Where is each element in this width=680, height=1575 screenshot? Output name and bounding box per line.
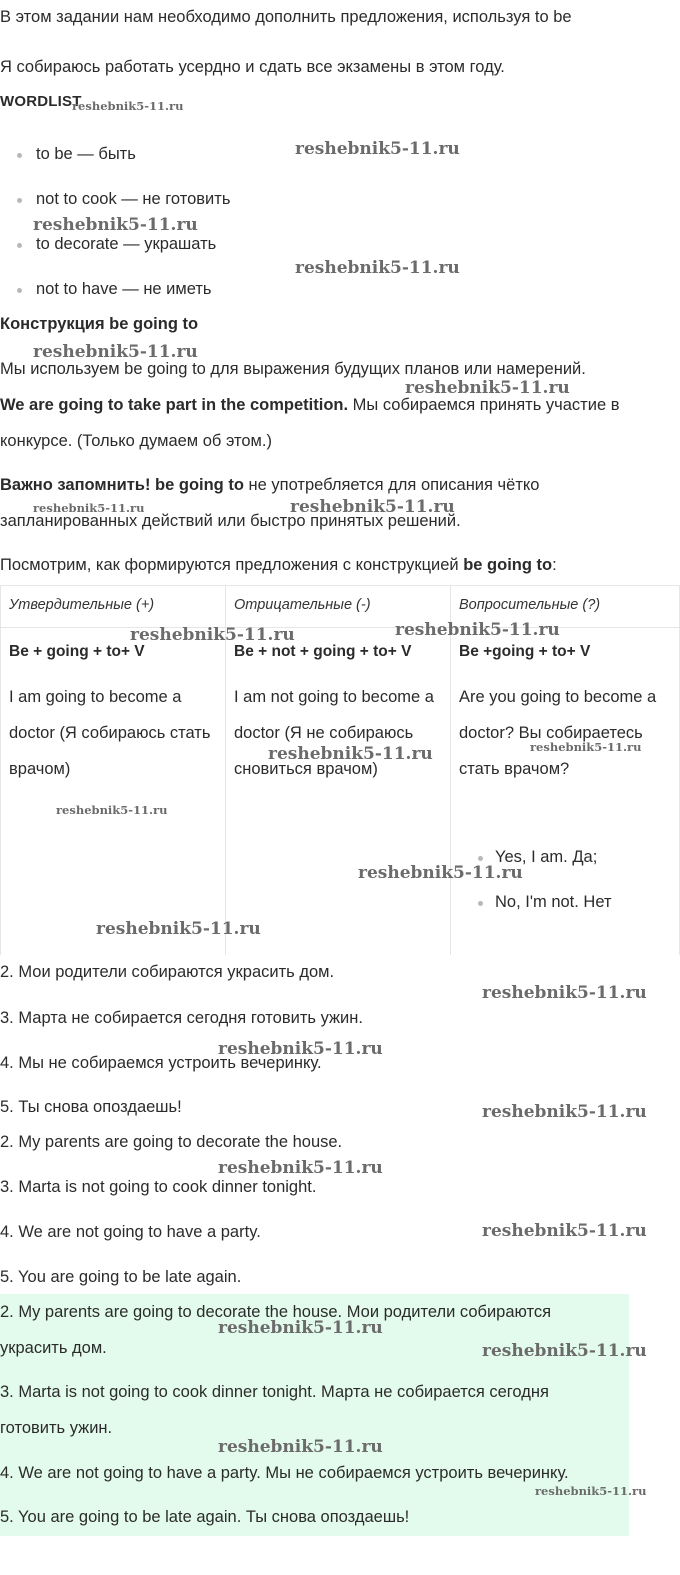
bullet [17, 243, 22, 248]
watermark: reshebnik5-11.ru [295, 139, 460, 159]
watermark: reshebnik5-11.ru [482, 1341, 647, 1361]
russian-sentence: 4. Мы не собираемся устроить вечеринку. [0, 1054, 322, 1072]
wordlist-item: not to have — не иметь [36, 280, 212, 298]
wordlist-item: to decorate — украшать [36, 235, 217, 253]
construction-desc: Мы используем be going to для выражения будущих планов или намерений. [0, 360, 586, 378]
watermark: reshebnik5-11.ru [290, 497, 455, 517]
table-border [450, 585, 451, 955]
table-answer: Yes, I am. Да; [495, 848, 598, 866]
watermark: reshebnik5-11.ru [33, 215, 198, 235]
wordlist-item: not to cook — не готовить [36, 190, 231, 208]
formation-bold: be going to [463, 556, 553, 574]
watermark: reshebnik5-11.ru [96, 919, 261, 939]
table-header: Утвердительные (+) [9, 597, 155, 613]
table-formula: Be +going + to+ V [459, 643, 591, 660]
bullet [17, 288, 22, 293]
answer-line: 3. Marta is not going to cook dinner tonight. Марта не собирается сегодня [0, 1383, 549, 1401]
watermark: reshebnik5-11.ru [33, 342, 198, 362]
watermark: reshebnik5-11.ru [295, 258, 460, 278]
english-sentence: 4. We are not going to have a party. [0, 1223, 261, 1241]
formation-intro [0, 556, 557, 575]
russian-sentence: 3. Марта не собирается сегодня готовить ужин. [0, 1009, 363, 1027]
watermark: reshebnik5-11.ru [482, 1221, 647, 1241]
intro-text: В этом задании нам необходимо дополнить предложения, используя to be [0, 8, 572, 26]
watermark: reshebnik5-11.ru [530, 740, 642, 754]
bullet [17, 198, 22, 203]
table-header: Вопросительные (?) [459, 597, 601, 613]
russian-sentence: 2. Мои родители собираются украсить дом. [0, 963, 335, 981]
table-formula: Be + going + to+ V [9, 643, 145, 660]
english-sentence: 5. You are going to be late again. [0, 1268, 242, 1286]
construction-example [0, 396, 619, 415]
section-title: Конструкция be going to [0, 315, 199, 333]
english-sentence: 2. My parents are going to decorate the house. [0, 1133, 343, 1151]
table-example: I am going to become a doctor (Я собираюсь стать врачом) [9, 688, 211, 778]
bullet [17, 153, 22, 158]
important-note [0, 476, 539, 495]
answer-line: 4. We are not going to have a party. Мы не собираемся устроить вечеринку. [0, 1464, 569, 1482]
watermark: reshebnik5-11.ru [482, 983, 647, 1003]
watermark: reshebnik5-11.ru [56, 803, 168, 817]
answer-line: готовить ужин. [0, 1419, 113, 1437]
formation-text: Посмотрим, как формируются предложения с конструкцией [0, 556, 459, 574]
watermark: reshebnik5-11.ru [395, 620, 560, 640]
russian-sentence: 5. Ты снова опоздаешь! [0, 1098, 182, 1116]
answer-line: украсить дом. [0, 1339, 107, 1357]
answer-line: 2. My parents are going to decorate the house. Мои родители собираются [0, 1303, 552, 1321]
table-border [0, 627, 680, 628]
intro-sentence: Я собираюсь работать усердно и сдать все экзамены в этом году. [0, 58, 505, 76]
watermark: reshebnik5-11.ru [218, 1437, 383, 1457]
watermark: reshebnik5-11.ru [130, 625, 295, 645]
wordlist-title: WORDLIST [0, 93, 82, 110]
watermark: reshebnik5-11.ru [218, 1039, 383, 1059]
table-example: I am not going to become a doctor (Я не собираюсь сновиться врачом) [234, 688, 434, 778]
table-border [0, 585, 1, 955]
formation-colon: : [552, 556, 557, 574]
table-formula: Be + not + going + to+ V [234, 643, 412, 660]
answer-line: 5. You are going to be late again. Ты снова опоздаешь! [0, 1508, 410, 1526]
table-example: Are you going to become a doctor? Вы собираетесь стать врачом? [459, 688, 657, 778]
watermark: reshebnik5-11.ru [482, 1102, 647, 1122]
table-border [0, 585, 680, 586]
watermark: reshebnik5-11.ru [268, 744, 433, 764]
watermark: reshebnik5-11.ru [405, 378, 570, 398]
table-answer: No, I'm not. Нет [495, 893, 612, 911]
note-bold: Важно запомнить! be going to [0, 476, 244, 494]
watermark: reshebnik5-11.ru [535, 1484, 647, 1498]
wordlist-item: to be — быть [36, 145, 136, 163]
watermark: reshebnik5-11.ru [358, 863, 523, 883]
note-text: не употребляется для описания чётко [248, 476, 540, 494]
example-english: We are going to take part in the competition. [0, 396, 349, 414]
example-russian: Мы собираемся принять участие в [352, 396, 620, 414]
watermark: reshebnik5-11.ru [218, 1318, 383, 1338]
watermark: reshebnik5-11.ru [33, 501, 145, 515]
watermark: reshebnik5-11.ru [72, 99, 184, 113]
construction-example-cont: конкурсе. (Только думаем об этом.) [0, 432, 272, 450]
bullet [478, 901, 483, 906]
watermark: reshebnik5-11.ru [218, 1158, 383, 1178]
important-note-cont: запланированных действий или быстро принятых решений. [0, 512, 461, 530]
table-header: Отрицательные (-) [234, 597, 371, 613]
english-sentence: 3. Marta is not going to cook dinner tonight. [0, 1178, 317, 1196]
bullet [478, 856, 483, 861]
